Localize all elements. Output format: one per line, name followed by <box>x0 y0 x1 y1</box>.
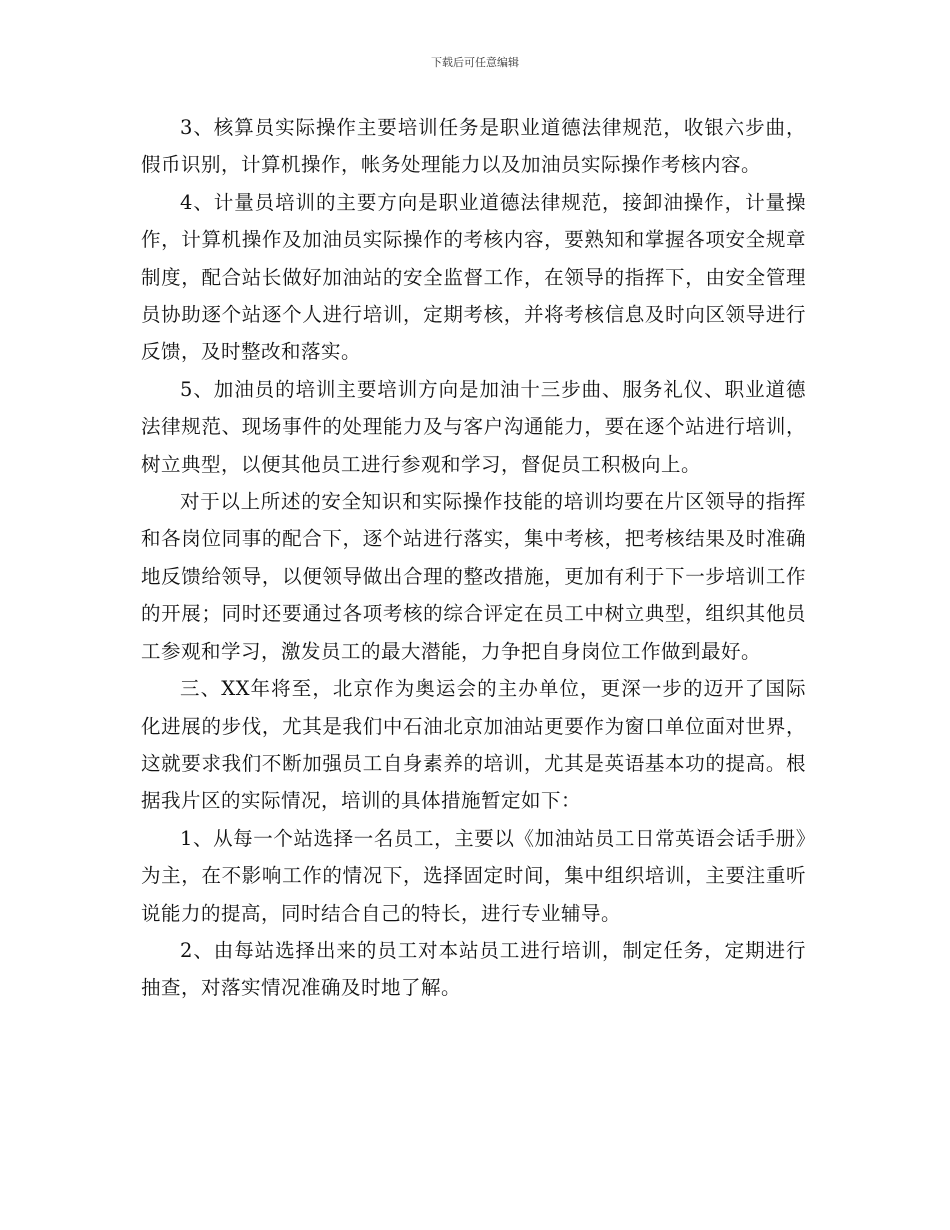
document-body <box>141 109 806 1007</box>
paragraph-measure-one: 1、从每一个站选择一名员工，主要以《加油站员工日常英语会话手册》为主，在不影响工作的情况下，选择固定时间，集中组织培训，主要注重听说能力的提高，同时结合自己的特长，进行专业辅导。 <box>141 826 806 925</box>
paragraph-fueler-training: 5、加油员的培训主要培训方向是加油十三步曲、服务礼仪、职业道德法律规范、现场事件的处理能力及与客户沟通能力，要在逐个站进行培训，树立典型，以便其他员工进行参观和学习，督促员工积极向上。 <box>141 377 806 476</box>
paragraph-summary: 对于以上所述的安全知识和实际操作技能的培训均要在片区领导的指挥和各岗位同事的配合下，逐个站进行落实，集中考核，把考核结果及时准确地反馈给领导，以便领导做出合理的整改措施，更加有利于下一步培训工作的开展；同时还要通过各项考核的综合评定在员工中树立典型，组织其他员工参观和学习，激发员工的最大潜能，力争把自身岗位工作做到最好。 <box>141 490 806 663</box>
paragraph-metering-training: 4、计量员培训的主要方向是职业道德法律规范，接卸油操作，计量操作，计算机操作及加油员实际操作的考核内容，要熟知和掌握各项安全规章制度，配合站长做好加油站的安全监督工作，在领导的指挥下，由安全管理员协助逐个站逐个人进行培训，定期考核，并将考核信息及时向区领导进行反馈，及时整改和落实。 <box>141 190 806 364</box>
paragraph-accountant-training: 3、核算员实际操作主要培训任务是职业道德法律规范，收银六步曲，假币识别，计算机操作，帐务处理能力以及加油员实际操作考核内容。 <box>141 116 806 177</box>
header-note: 下载后可任意编辑 <box>431 56 519 69</box>
paragraph-measure-two: 2、由每站选择出来的员工对本站员工进行培训，制定任务，定期进行抽查，对落实情况准确及时地了解。 <box>141 938 806 1000</box>
paragraph-section-three: 三、XX年将至，北京作为奥运会的主办单位，更深一步的迈开了国际化进展的步伐，尤其是我们中石油北京加油站更要作为窗口单位面对世界，这就要求我们不断加强员工自身素养的培训，尤其是英语基本功的提高。根据我片区的实际情况，培训的具体措施暂定如下： <box>141 677 806 813</box>
